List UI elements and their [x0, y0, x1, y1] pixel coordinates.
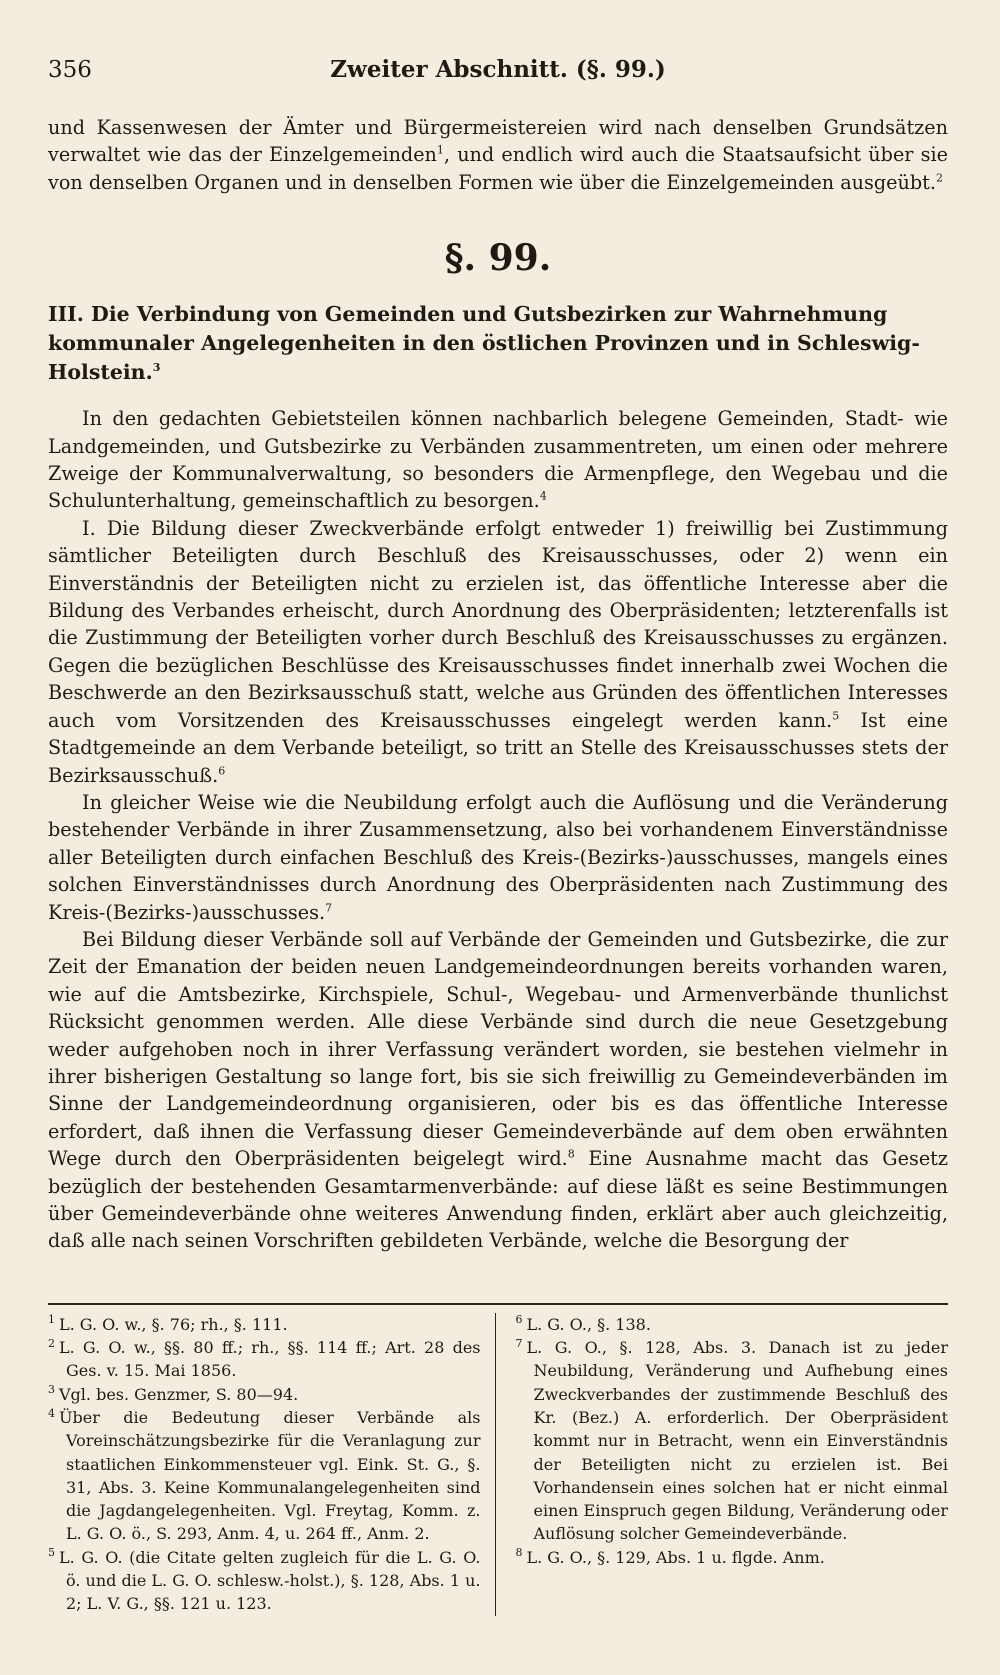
running-head: Zweiter Abschnitt. (§. 99.) [330, 56, 666, 83]
text-run: Bei Bildung dieser Verbände soll auf Verbände der Gemeinden und Gutsbezirke, die zur Zeit der Emanation der beiden neuen Landgemeindeordnungen bereits vorhanden waren, wie auf die Amtsbezirke, Kirchspiele, Schul-, Wegebau- und Armenverbände thunlichst Rücksicht genommen werden. Alle diese Verbände sind durch die neue Gesetzgebung weder aufgehoben noch in ihrer Verfassung verändert worden, sie bestehen vielmehr in ihrer bisherigen Gestaltung so lange fort, bis sie sich freiwillig zu Gemeindeverbänden im Sinne der Landgemeindeordnung organisieren, oder bis es das öffentliche Interesse erfordert, daß ihnen die Verfassung dieser Gemeindeverbände auf dem oben erwähnten Wege durch den Oberpräsidenten beigelegt wird. [48, 927, 948, 1171]
footnote-text: L. G. O., §. 138. [526, 1314, 651, 1334]
text-run: Ist eine Stadtgemeinde an dem Verbande beteiligt, so tritt an Stelle des Kreisausschusses stets der Bezirksausschuß. [48, 708, 948, 787]
footnote-number: 4 [48, 1406, 55, 1420]
footnote [516, 1336, 949, 1546]
footnote-number: 5 [48, 1546, 55, 1560]
page-header [48, 56, 948, 100]
footnote-ref: 5 [832, 709, 840, 723]
footnote-divider [48, 1303, 948, 1305]
text-run: , und endlich wird auch die Staatsaufsicht über sie von denselben Organen und in denselben Formen wie über die Einzelgemeinden ausgeübt. [48, 143, 948, 194]
footnote-ref: 3 [152, 361, 161, 375]
text-run: In den gedachten Gebietsteilen können nachbarlich belegene Gemeinden, Stadt- wie Landgemeinden, und Gutsbezirke zu Verbänden zusammentreten, um einen oder mehrere Zweige der Kommunalverwaltung, so besonders die Armenpflege, den Wegebau und die Schulunterhaltung, gemeinschaftlich zu besorgen. [48, 407, 948, 513]
footnotes-right-column [516, 1313, 949, 1616]
paragraph-3 [48, 789, 948, 926]
footnote-number: 8 [515, 1546, 523, 1560]
footnote-text: L. G. O. (die Citate gelten zugleich für die L. G. O. ö. und die L. G. O. schlesw.-holst.), §. 128, Abs. 1 u. 2; L. V. G., §§. 121 u. 123. [59, 1547, 481, 1614]
page-number: 356 [48, 57, 92, 83]
main-text [48, 114, 948, 1255]
text-run: und Kassenwesen der Ämter und Bürgermeistereien wird nach denselben Grundsätzen verwaltet wie das der Einzelgemeinden [48, 116, 948, 167]
section-heading: §. 99. [444, 237, 552, 280]
footnote-number: 1 [48, 1313, 55, 1327]
footnote-number: 6 [515, 1313, 523, 1327]
footnote [48, 1336, 481, 1383]
footnote-ref: 6 [218, 764, 226, 778]
footnote [48, 1313, 481, 1336]
footnote-number: 3 [48, 1383, 55, 1397]
paragraph-1 [48, 405, 948, 515]
text-run: In gleicher Weise wie die Neubildung erfolgt auch die Auflösung und die Veränderung bestehender Verbände in ihrer Zusammensetzung, also bei vorhandenem Einverständnisse aller Beteiligten durch einfachen Beschluß des Kreis-(Bezirks-)ausschusses, mangels eines solchen Einverständnisses durch Anordnung des Oberpräsidenten nach Zustimmung des Kreis-(Bezirks-)ausschusses. [48, 790, 948, 924]
section-title [48, 300, 948, 387]
footnote-ref: 8 [567, 1147, 575, 1161]
footnotes [48, 1313, 948, 1616]
footnote-text: L. G. O., §. 129, Abs. 1 u. flgde. Anm. [526, 1547, 825, 1567]
footnote-ref: 2 [935, 171, 943, 185]
paragraph-intro [48, 114, 948, 196]
footnote-ref: 1 [436, 144, 444, 158]
paragraph-4 [48, 926, 948, 1255]
footnote [48, 1406, 481, 1546]
section-title-text: III. Die Verbindung von Gemeinden und Gutsbezirken zur Wahrnehmung kommunaler Angelegenheiten in den östlichen Provinzen und in Schleswig-Holstein. [48, 302, 920, 385]
footnote [48, 1383, 481, 1406]
text-run: Eine Ausnahme macht das Gesetz bezüglich der bestehenden Gesamtarmenverbände: auf diese läßt es seine Bestimmungen über Gemeindeverbände ohne weiteres Anwendung finden, erklärt aber auch gleichzeitig, daß alle nach seinen Vorschriften gebildeten Verbände, welche die Besorgung der [48, 1147, 948, 1253]
footnote-number: 2 [48, 1336, 55, 1350]
footnote-text: L. G. O., §. 128, Abs. 3. Danach ist zu jeder Neubildung, Veränderung und Aufhebung eines Zweckverbandes der zustimmende Beschluß des Kr. (Bez.) A. erforderlich. Der Oberpräsident kommt nur in Betracht, wenn ein Einverständnis der Beteiligten nicht zu erzielen ist. Bei Vorhandensein eines solchen hat er nicht einmal einen Einspruch gegen Bildung, Veränderung oder Auflösung solcher Gemeindeverbände. [526, 1338, 948, 1544]
footnote-text: L. G. O. w., §§. 80 ff.; rh., §§. 114 ff.; Art. 28 des Ges. v. 15. Mai 1856. [59, 1338, 481, 1381]
text-run: I. Die Bildung dieser Zweckverbände erfolgt entweder 1) freiwillig bei Zustimmung sämtlicher Beteiligten durch Beschluß des Kreisausschusses, oder 2) wenn ein Einverständnis der Beteiligten nicht zu erzielen ist, das öffentliche Interesse aber die Bildung des Verbandes erheischt, durch Anordnung des Oberpräsidenten; letzterenfalls ist die Zustimmung der Beteiligten vorher durch Beschluß des Kreisausschusses zu ergänzen. Gegen die bezüglichen Beschlüsse des Kreisausschusses findet innerhalb zwei Wochen die Beschwerde an den Bezirksausschuß statt, welche aus Gründen des öffentlichen Interesses auch vom Vorsitzenden des Kreisausschusses eingelegt werden kann. [48, 516, 948, 732]
footnote [48, 1546, 481, 1616]
footnote-text: Vgl. bes. Genzmer, S. 80—94. [59, 1384, 299, 1404]
footnote [516, 1313, 949, 1336]
footnote [516, 1546, 949, 1569]
footnote-text: L. G. O. w., §. 76; rh., §. 111. [59, 1314, 288, 1334]
footnotes-left-column [48, 1313, 496, 1616]
footnote-number: 7 [515, 1336, 523, 1350]
footnote-ref: 7 [325, 901, 333, 915]
paragraph-2 [48, 515, 948, 789]
footnote-ref: 4 [539, 490, 547, 504]
footnote-text: Über die Bedeutung dieser Verbände als Voreinschätzungsbezirke für die Veranlagung zur staatlichen Einkommensteuer vgl. Eink. St. G., §. 31, Abs. 3. Keine Kommunalangelegenheiten sind die Jagdangelegenheiten. Vgl. Freytag, Komm. z. L. G. O. ö., S. 293, Anm. 4, u. 264 ff., Anm. 2. [59, 1408, 481, 1544]
